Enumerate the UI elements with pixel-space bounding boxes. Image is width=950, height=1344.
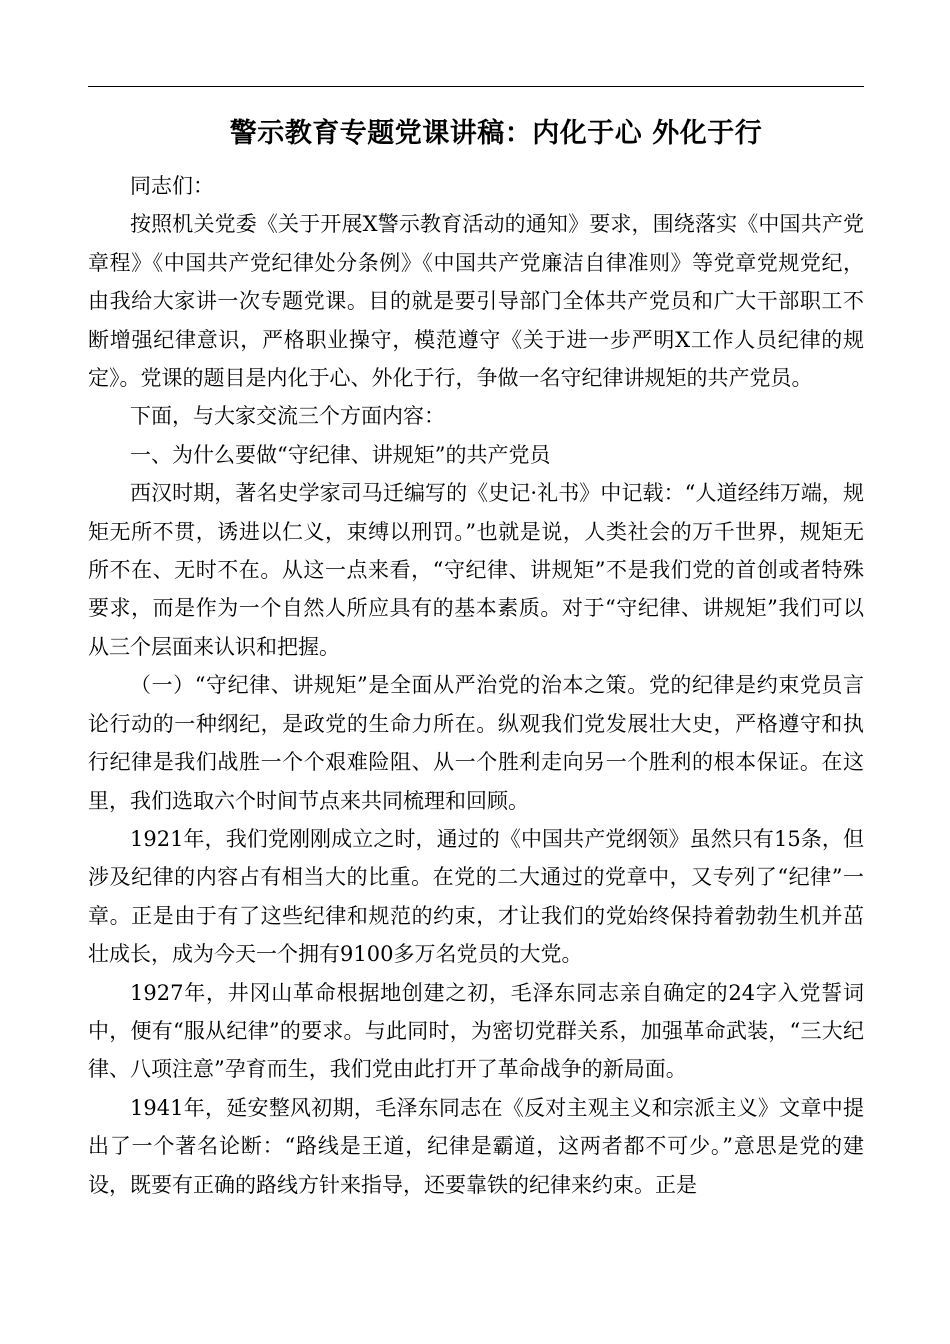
paragraph-1941: 1941年，延安整风初期，毛泽东同志在《反对主观主义和宗派主义》文章中提出了一个著名论断：“路线是王道，纪律是霸道，这两者都不可少。”意思是党的建设，既要有正确的路线方针来指导，还要靠铁的纪律来约束。正是 bbox=[88, 1095, 864, 1197]
paragraph-intro: 按照机关党委《关于开展X警示教育活动的通知》要求，围绕落实《中国共产党章程》《中国共产党纪律处分条例》《中国共产党廉洁自律准则》等党章党规党纪，由我给大家讲一次专题党课。目的就是要引导部门全体共产党员和广大干部职工不断增强纪律意识，严格职业操守，模范遵守《关于进一步严明X工作人员纪律的规定》。党课的题目是内化于心、外化于行，争做一名守纪律讲规矩的共产党员。 bbox=[88, 212, 864, 391]
paragraph-1921: 1921年，我们党刚刚成立之时，通过的《中国共产党纲领》虽然只有15条，但涉及纪律的内容占有相当大的比重。在党的二大通过的党章中，又专列了“纪律”一章。正是由于有了这些纪律和规范的约束，才让我们的党始终保持着勃勃生机并茁壮成长，成为今天一个拥有9100多万名党员的大党。 bbox=[88, 826, 864, 967]
paragraph-outline: 下面，与大家交流三个方面内容： bbox=[130, 404, 445, 429]
paragraph-salutation: 同志们： bbox=[130, 174, 214, 198]
document-title: 警示教育专题党课讲稿：内化于心 外化于行 bbox=[229, 118, 763, 150]
document-body bbox=[88, 167, 864, 1204]
section-heading-1: 一、为什么要做“守纪律、讲规矩”的共产党员 bbox=[130, 442, 551, 467]
paragraph-shiji-quote: 西汉时期，著名史学家司马迁编写的《史记·礼书》中记载：“人道经纬万端，规矩无所不贯，诱进以仁义，束缚以刑罚。”也就是说，人类社会的万千世界，规矩无所不在、无时不在。从这一点来看，“守纪律、讲规矩”不是我们党的首创或者特殊要求，而是作为一个自然人所应具有的基本素质。对于“守纪律、讲规矩”我们可以从三个层面来认识和把握。 bbox=[88, 481, 864, 659]
header-rule bbox=[88, 86, 864, 87]
paragraph-1927: 1927年，井冈山革命根据地创建之初，毛泽东同志亲自确定的24字入党誓词中，便有“服从纪律”的要求。与此同时，为密切党群关系，加强革命武装，“三大纪律、八项注意”孕育而生，我们党由此打开了革命战争的新局面。 bbox=[88, 980, 864, 1082]
subsection-heading-1: （一）“守纪律、讲规矩”是全面从严治党的治本之策。党的纪律是约束党员言论行动的一种纲纪，是政党的生命力所在。纵观我们党发展壮大史，严格遵守和执行纪律是我们战胜一个个艰难险阻、从一个胜利走向另一个胜利的根本保证。在这里，我们选取六个时间节点来共同梳理和回顾。 bbox=[88, 673, 864, 813]
